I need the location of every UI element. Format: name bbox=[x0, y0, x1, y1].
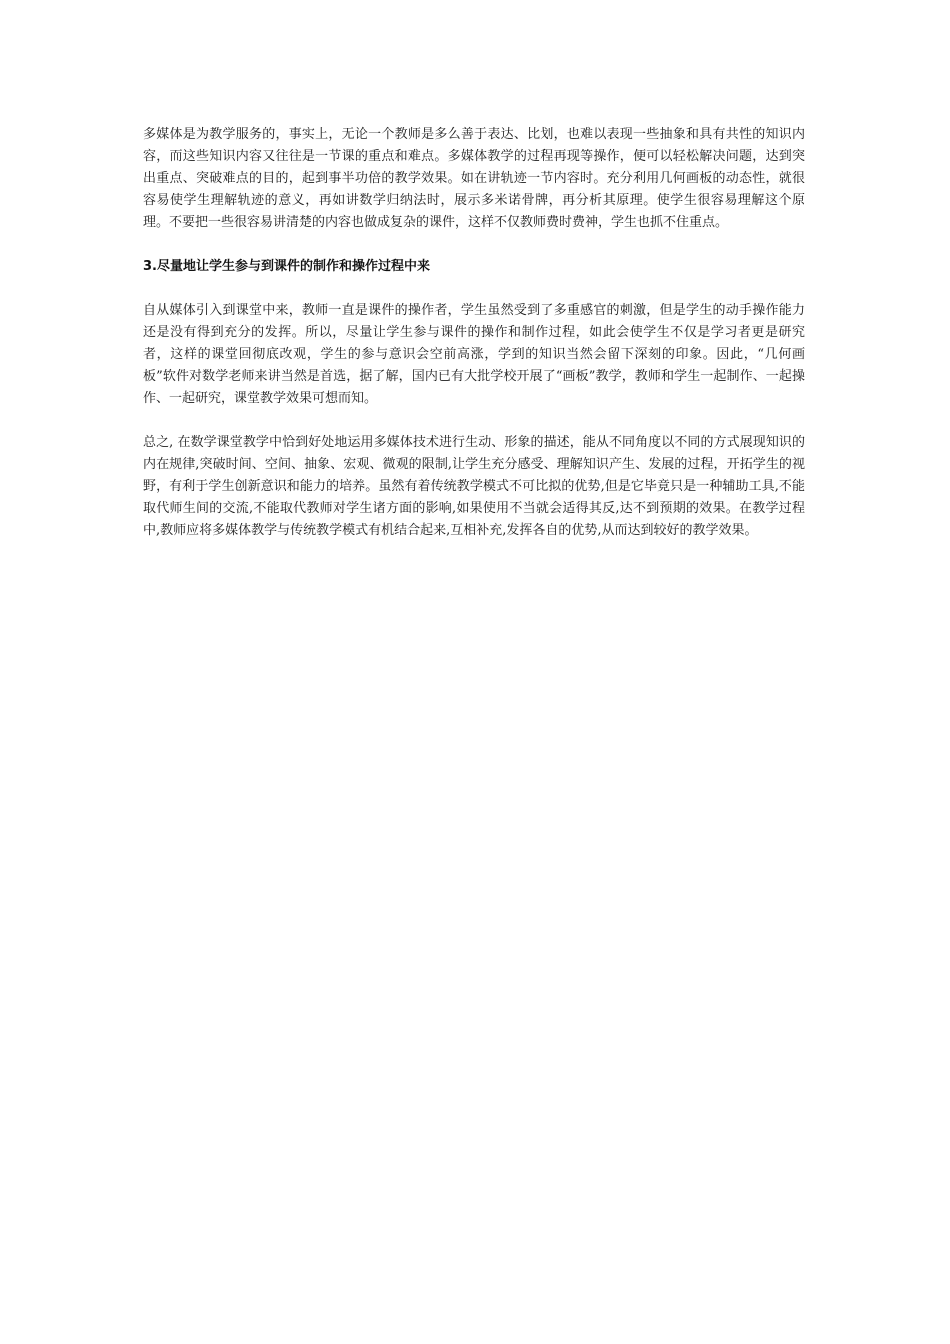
body-paragraph: 自从媒体引入到课堂中来，教师一直是课件的操作者，学生虽然受到了多重感官的刺激，但是学生的动手操作能力还是没有得到充分的发挥。所以，尽量让学生参与课件的操作和制作过程，如此会使学生不仅是学习者更是研究者，这样的课堂回彻底改观，学生的参与意识会空前高涨，学到的知识当然会留下深刻的印象。因此，“几何画板”软件对数学老师来讲当然是首选，据了解，国内已有大批学校开展了“画板”教学，教师和学生一起制作、一起操作、一起研究，课堂教学效果可想而知。 bbox=[143, 303, 805, 406]
section-heading: 3.尽量地让学生参与到课件的制作和操作过程中来 bbox=[143, 259, 430, 274]
document-body bbox=[143, 124, 805, 542]
conclusion-paragraph: 总之, 在数学课堂教学中恰到好处地运用多媒体技术进行生动、形象的描述，能从不同角度以不同的方式展现知识的内在规律,突破时间、空间、抽象、宏观、微观的限制,让学生充分感受、理解知识产生、发展的过程，开拓学生的视野，有利于学生创新意识和能力的培养。虽然有着传统教学模式不可比拟的优势,但是它毕竟只是一种辅助工具,不能取代师生间的交流,不能取代教师对学生诸方面的影响,如果使用不当就会适得其反,达不到预期的效果。在教学过程中,教师应将多媒体教学与传统教学模式有机结合起来,互相补充,发挥各自的优势,从而达到较好的教学效果。 bbox=[143, 435, 805, 538]
body-paragraph: 多媒体是为教学服务的，事实上，无论一个教师是多么善于表达、比划，也难以表现一些抽象和具有共性的知识内容，而这些知识内容又往往是一节课的重点和难点。多媒体教学的过程再现等操作，便可以轻松解决问题，达到突出重点、突破难点的目的，起到事半功倍的教学效果。如在讲轨迹一节内容时。充分利用几何画板的动态性，就很容易使学生理解轨迹的意义，再如讲数学归纳法时，展示多米诺骨牌，再分析其原理。使学生很容易理解这个原理。不要把一些很容易讲清楚的内容也做成复杂的课件，这样不仅教师费时费神，学生也抓不住重点。 bbox=[143, 127, 805, 230]
